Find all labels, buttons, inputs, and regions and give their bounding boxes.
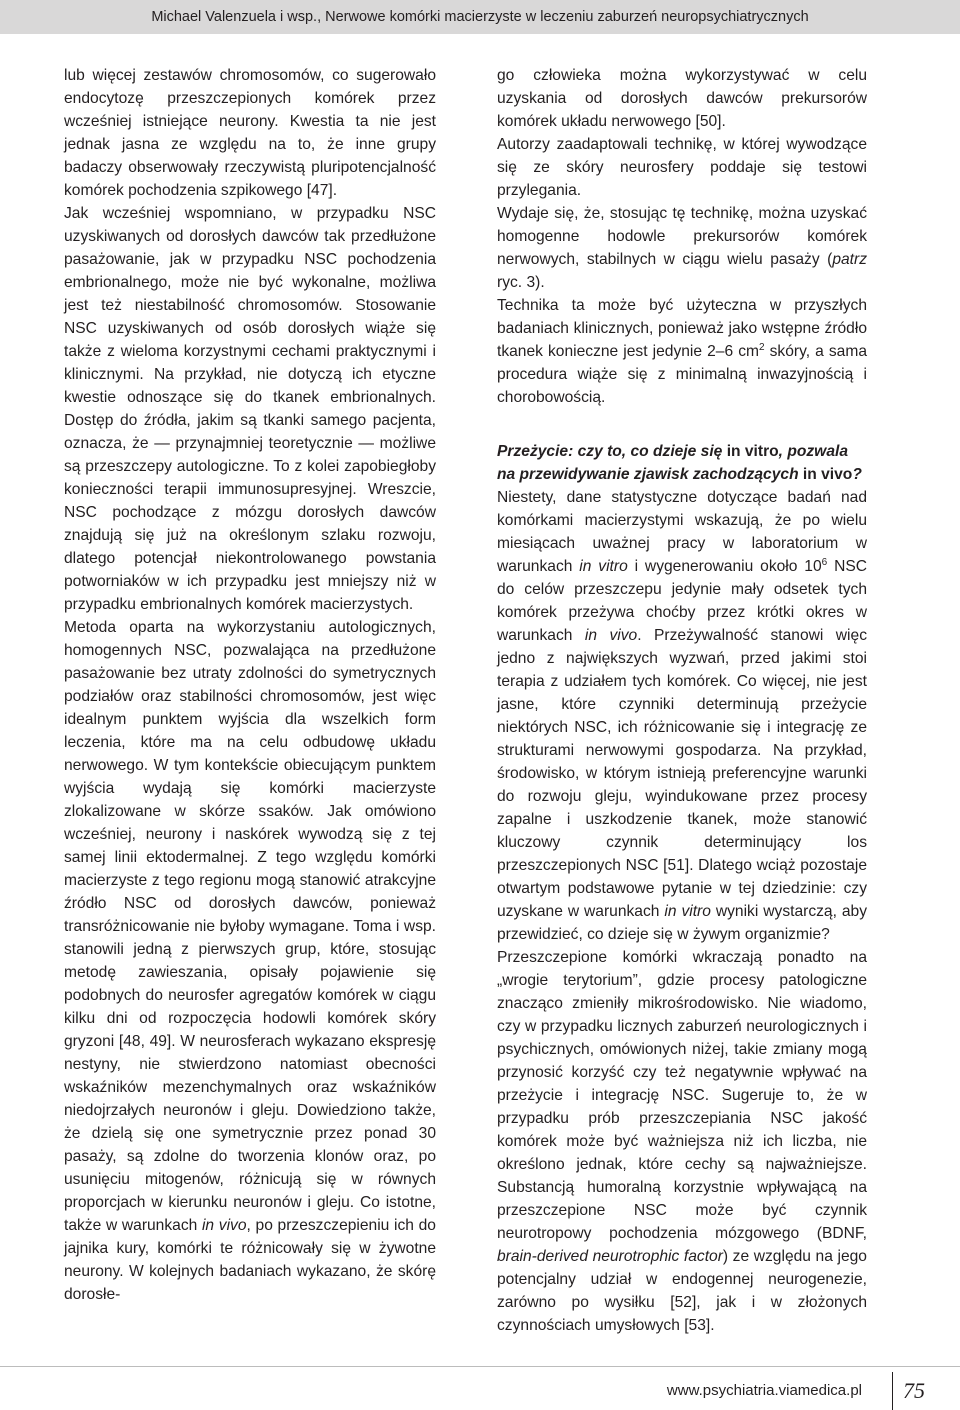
right-paragraph-3: Wydaje się, że, stosując tę technikę, można uzyskać homogenne hodowle prekursorów komórek nerwowych, stabilnych w ciągu wielu pasaży (patrz ryc. 3).: [497, 205, 867, 291]
header-separator: ,: [317, 9, 322, 25]
footer-divider: [0, 1366, 960, 1367]
italic-term: in vivo: [201, 1217, 247, 1234]
page-number-divider: [892, 1372, 893, 1410]
left-paragraph-1: lub więcej zestawów chromosomów, co sugerowało endocytozę przeszczepionych komórek przez wcześniej istniejące neurony. Kwestia ta nie jest jednak jasna ze względu na to, że inne grupy badaczy obserwowały rzeczywistą pluripotencjalność komórek pochodzenia szpikowego [47].: [64, 67, 436, 199]
section-heading: Przeżycie: czy to, co dzieje się in vitro, pozwala na przewidywanie zjawisk zachodzących in vivo?: [497, 443, 862, 483]
right-paragraph-1: go człowieka można wykorzystywać w celu uzyskania od dorosłych dawców prekursorów komórek układu nerwowego [50].: [497, 67, 867, 130]
left-column: [64, 64, 436, 1306]
italic-term: patrz: [832, 251, 867, 268]
header-title: Nerwowe komórki macierzyste w leczeniu zaburzeń neuropsychiatrycznych: [325, 9, 809, 25]
page-number: 75: [903, 1378, 925, 1403]
right-paragraph-5: Niestety, dane statystyczne dotyczące badań nad komórkami macierzystymi wskazują, że po wielu miesiącach uważnej pracy w laboratorium w warunkach in vitro i wygenerowaniu około $10^6$ NSC do celów przeszczepu jedynie mały odsetek tych komórek przeżywa choćby przez krótki okres w warunkach in vivo. Przeżywalność stanowi więc jedno z największych wyzwań, przed jakimi stoi terapia z udziałem tych komórek. Co więcej, nie jest jasne, które czynniki determinują przeżycie niektórych NSC, ich różnicowanie się i integrację ze strukturami nerwowymi gospodarza. Na przykład, środowisko, w którym istnieją preferencyjne warunki do rozwoju gleju, wyindukowane przez procesy zapalne i uszkodzenie tkanek, może stanowić kluczowy czynnik determinujący los przeszczepionych NSC [51]. Dlatego wciąż pozostaje otwartym podstawowe pytanie w tej dziedzinie: czy uzyskane w warunkach in vitro wyniki wystarczą, aby przewidzieć, co dzieje się w żywym organizmie?: [497, 489, 868, 943]
right-paragraph-4: Technika ta może być użyteczna w przyszłych badaniach klinicznych, ponieważ jako wstępne źródło tkanek konieczne jest jedynie 2–6 $cm^2$ skóry, a sama procedura wiąże się z minimalną inwazyjnością i chorobowością.: [497, 297, 868, 406]
superscript: 6: [821, 556, 828, 568]
right-paragraph-6: Przeszczepione komórki wkraczają ponadto na „wrogie terytorium”, gdzie procesy patologiczne znacząco zmieniły mikrośrodowisko. Nie wiadomo, czy w przypadku licznych zaburzeń neurologicznych i psychicznych, omówionych niżej, takie zmiany mogą przynosić korzyść czy też negatywnie wpływać na przeżycie i integrację NSC. Sugeruje to, że w przypadku prób przeszczepiania NSC jakość komórek może być ważniejsza niż ich liczba, nie określono jednak, które cechy są najważniejsze. Substancją humoralną korzystnie wpływającą na przeszczepione NSC może być czynnik neurotropowy pochodzenia mózgowego (BDNF, brain-derived neurotrophic factor) ze względu na jego potencjalny udział w endogennej neurogenezie, zarówno po wysiłku [52], jak i w złożonych czynnościach umysłowych [53].: [497, 949, 867, 1334]
left-paragraph-2: Jak wcześniej wspomniano, w przypadku NSC uzyskiwanych od dorosłych dawców tak przedłużone pasażowanie, jak w przypadku NSC pochodzenia embrionalnego, może nie być wykonalne, możliwa jest też niestabilność chromosomów. Stosowanie NSC uzyskiwanych od osób dorosłych wiąże się także z wieloma korzystnymi cechami praktycznymi i klinicznymi. Na przykład, nie dotyczą ich etyczne kwestie odnoszące się do tkanek embrionalnych. Dostęp do źródła, jakim są tkanki samego pacjenta, oznacza, że — przynajmniej teoretycznie — możliwe są przeszczepy autologiczne. To z kolei zapobiegłoby konieczności terapii immunosupresyjnej. Wreszcie, NSC pochodzące z mózgu dorosłych dawców znajdują się już na określonym szlaku rozwoju, dlatego potencjał niekontrolowanego powstania potworniaków w ich przypadku jest mniejszy niż w przypadku embrionalnych komórek macierzystych.: [64, 205, 436, 613]
superscript: 2: [759, 341, 765, 353]
left-paragraph-3: Metoda oparta na wykorzystaniu autologicznych, homogennych NSC, pozwalająca na przedłużone pasażowanie bez utraty zdolności do symetrycznych podziałów oraz stabilności chromosomów, jest więc idealnym punktem wyjścia dla wszelkich form leczenia, które ma na celu odbudowę układu nerwowego. W tym kontekście obiecującym punktem wyjścia wydają się komórki macierzyste zlokalizowane w skórze ssaków. Jak omówiono wcześniej, neurony i naskórek wywodzą się z tej samej linii ektodermalnej. Z tego względu komórki macierzyste z tego regionu mogą stanowić atrakcyjne źródło NSC od dorosłych dawców, ponieważ transróżnicowanie nie byłoby wymagane. Toma i wsp. stanowili jedną z pierwszych grup, które, stosując metodę zawieszania, opisały pojawienie się podobnych do neurosfer agregatów komórek w ciągu kilku dni od rozpoczęcia hodowli komórek skóry gryzoni [48, 49]. W neurosferach wykazano ekspresję nestyny, nie stwierdzono natomiast obecności wskaźników mezenchymalnych oraz wskaźników niedojrzałych neuronów i gleju. Dowiedziono także, że dzielą się one symetrycznie przez ponad 30 pasaży, są zdolne do tworzenia klonów oraz, po usunięciu mitogenów, różnicują się w równych proporcjach w kierunku neuronów i gleju. Co istotne, także w warunkach in vivo, po przeszczepieniu ich do jajnika kury, komórki te różnicowały się w żywotne neurony. W kolejnych badaniach wykazano, że skórę dorosłe-: [64, 619, 436, 1303]
right-paragraph-2: Autorzy zaadaptowali technikę, w której wywodzące się ze skóry neurosfery poddaje się testowi przylegania.: [497, 136, 867, 199]
journal-url-link[interactable]: www.psychiatria.viamedica.pl: [666, 1382, 862, 1399]
running-header: [0, 0, 960, 34]
right-column: [497, 64, 867, 1337]
header-authors: Michael Valenzuela i wsp.: [151, 9, 318, 25]
